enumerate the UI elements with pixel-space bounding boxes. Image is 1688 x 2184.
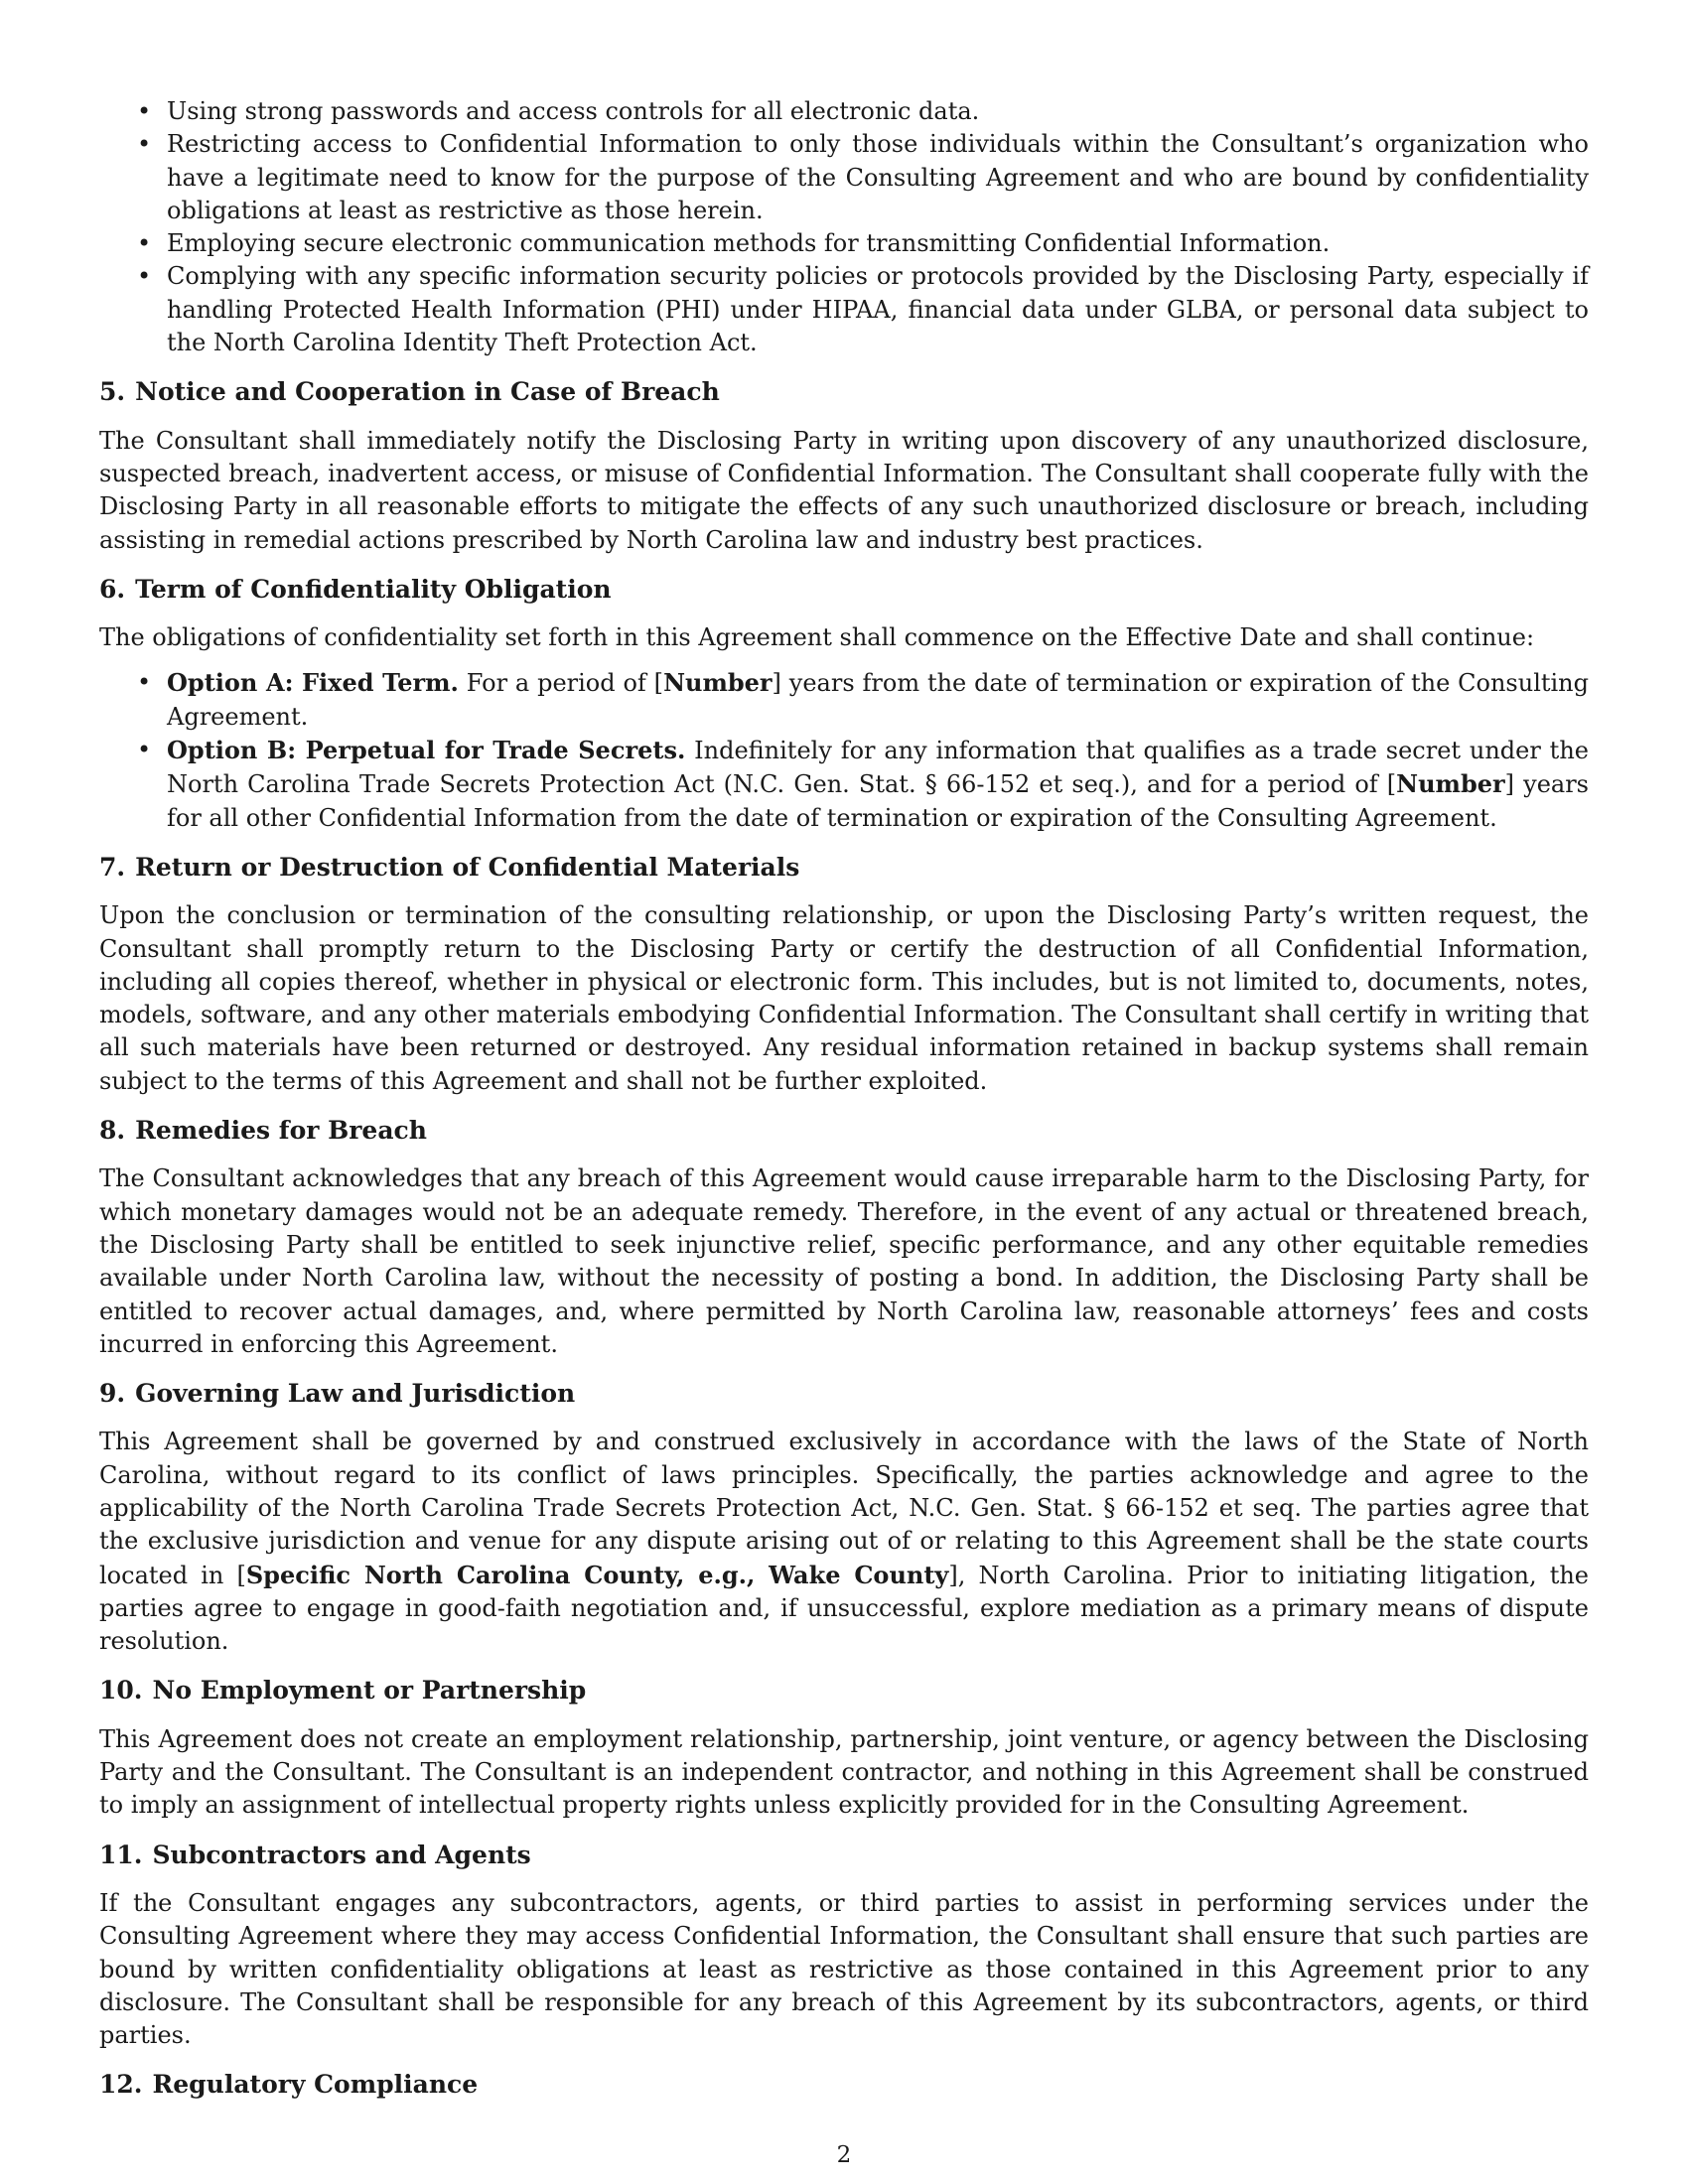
section-heading (99, 1674, 1589, 1706)
list-item (167, 734, 1589, 835)
section-heading (99, 573, 1589, 606)
term-options-list (99, 666, 1589, 834)
section-number: 5. (99, 377, 126, 407)
section-heading (99, 1114, 1589, 1147)
section-body: This Agreement does not create an employment relationship, partnership, joint venture, or agency between the Disclosing Party and the Consultant. The Consultant is an independent contractor, and nothing in this Agreement shall be construed to imply an assignment of intellectual property rights unless explicitly provided for in the Consulting Agreement. (99, 1724, 1589, 1820)
section-body: The Consultant shall immediately notify the Disclosing Party in writing upon discovery of any unauthorized disclosure, suspected breach, inadvertent access, or misuse of Confidential Information. The Consultant shall cooperate fully with the Disclosing Party in all reasonable efforts to mitigate the effects of any such unauthorized disclosure or breach, including assisting in remedial actions prescribed by North Carolina law and industry best practices. (99, 426, 1589, 554)
section-title: Return or Destruction of Confidential Materials (135, 852, 800, 882)
section-number: 9. (99, 1379, 126, 1409)
section-number: 8. (99, 1116, 126, 1146)
section-number: 10. (99, 1676, 143, 1706)
list-item: • Restricting access to Confidential Information to only those individuals within the Consultant’s organization who have a legitimate need to know for the purpose of the Consulting Agreement and who are bound by confidentiality obligations at least as restrictive as those herein. (167, 128, 1589, 227)
option-text: ] years from the date of termination or expiration of the Consulting Agreement. (167, 669, 1590, 731)
body-text: This Agreement shall be governed by and construed exclusively in accordance with the laws of the State of North Carolina, without regard to its conflict of laws principles. Specifically, the parties acknowledge and agree to the applicability of the North Carolina Trade Secrets Protection Act, N.C. Gen. Stat. § 66-152 et seq. The parties agree that the exclusive jurisdiction and venue for any dispute arising out of or relating to this Agreement shall be the state courts located in [ (99, 1428, 1589, 1589)
section-number: 6. (99, 574, 126, 604)
section-intro: The obligations of confidentiality set forth in this Agreement shall commence on the Effective Date and shall continue: (99, 623, 1535, 652)
section-title: Notice and Cooperation in Case of Breach (135, 377, 720, 407)
option-text: Indefinitely for any information that qualifies as a trade secret under the North Carolina Trade Secrets Protection Act (N.C. Gen. Stat. § 66-152 et seq.), and for a period of [ (167, 737, 1589, 799)
section-title: Term of Confidentiality Obligation (135, 574, 612, 604)
list-item (167, 666, 1589, 734)
section-body: Upon the conclusion or termination of the consulting relationship, or upon the Disclosing Party’s written request, the Consultant shall promptly return to the Disclosing Party or certify the destruction of all Confidential Information, including all copies thereof, whether in physical or electronic form. This includes, but is not limited to, documents, notes, models, software, and any other materials embodying Confidential Information. The Consultant shall certify in writing that all such materials have been returned or destroyed. Any residual information retained in backup systems shall remain subject to the terms of this Agreement and shall not be further exploited. (99, 901, 1589, 1095)
section-title: Remedies for Breach (135, 1116, 427, 1146)
section-heading (99, 375, 1589, 408)
section-body (99, 1426, 1589, 1658)
section-number: 11. (99, 1840, 143, 1869)
placeholder-field: Specific North Carolina County, e.g., Wake County (245, 1560, 949, 1589)
section-title: Governing Law and Jurisdiction (135, 1379, 576, 1409)
body-text: ], North Carolina. Prior to initiating litigation, the parties agree to engage in good-faith negotiation and, if unsuccessful, explore mediation as a primary means of dispute resolution. (99, 1561, 1590, 1656)
placeholder-field: Number (663, 668, 773, 698)
list-item: • Using strong passwords and access controls for all electronic data. (167, 95, 1589, 128)
list-item: • Employing secure electronic communication methods for transmitting Confidential Information. (167, 227, 1589, 260)
option-text: For a period of [ (458, 669, 664, 698)
section-body: If the Consultant engages any subcontractors, agents, or third parties to assist in performing services under the Consulting Agreement where they may access Confidential Information, the Consultant shall ensure that such parties are bound by written confidentiality obligations at least as restrictive as those contained in this Agreement prior to any disclosure. The Consultant shall be responsible for any breach of this Agreement by its subcontractors, agents, or third parties. (99, 1888, 1589, 2050)
page-number: 2 (836, 2142, 852, 2168)
document-content (99, 95, 1589, 2102)
section-title: Subcontractors and Agents (152, 1840, 531, 1869)
section-number: 12. (99, 2070, 143, 2100)
option-label: Option B: Perpetual for Trade Secrets. (167, 736, 686, 765)
security-measures-list (99, 95, 1589, 359)
section-title: Regulatory Compliance (152, 2070, 479, 2100)
section-heading (99, 851, 1589, 884)
section-number: 7. (99, 852, 126, 882)
section-body: The Consultant acknowledges that any breach of this Agreement would cause irreparable harm to the Disclosing Party, for which monetary damages would not be an adequate remedy. Therefore, in the event of any actual or threatened breach, the Disclosing Party shall be entitled to seek injunctive relief, specific performance, and any other equitable remedies available under North Carolina law, without the necessity of posting a bond. In addition, the Disclosing Party shall be entitled to recover actual damages, and, where permitted by North Carolina law, reasonable attorneys’ fees and costs incurred in enforcing this Agreement. (99, 1164, 1589, 1358)
list-item: • Complying with any specific information security policies or protocols provided by the Disclosing Party, especially if handling Protected Health Information (PHI) under HIPAA, financial data under GLBA, or personal data subject to the North Carolina Identity Theft Protection Act. (167, 260, 1589, 359)
placeholder-field: Number (1396, 769, 1505, 799)
section-title: No Employment or Partnership (152, 1676, 587, 1706)
option-label: Option A: Fixed Term. (167, 668, 459, 698)
document-page (99, 95, 1589, 2117)
section-heading (99, 2068, 1589, 2101)
section-heading (99, 1839, 1589, 1871)
option-text: ] years for all other Confidential Information from the date of termination or expiration of the Consulting Agreement. (167, 770, 1589, 832)
section-heading (99, 1377, 1589, 1410)
